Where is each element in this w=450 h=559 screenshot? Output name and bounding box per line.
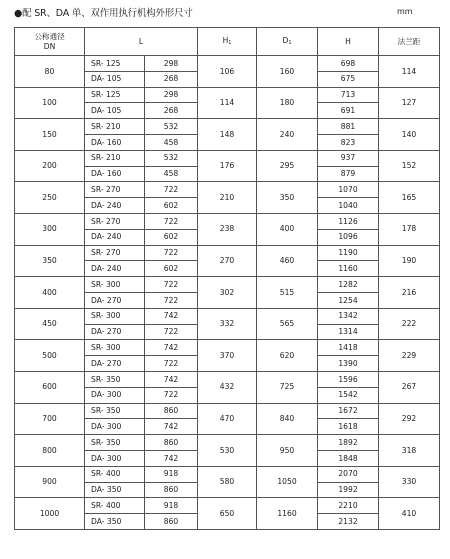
length-cell: 532	[145, 150, 198, 166]
table-row	[15, 371, 440, 387]
height-cell: 2132	[318, 514, 379, 530]
length-cell: 860	[145, 435, 198, 451]
model-cell: SR- 210	[85, 119, 145, 135]
length-cell: 722	[145, 245, 198, 261]
height-cell: 1190	[318, 245, 379, 261]
h1-cell: 470	[198, 403, 257, 435]
h1-cell: 176	[198, 150, 257, 182]
model-cell: DA- 105	[85, 103, 145, 119]
length-cell: 860	[145, 482, 198, 498]
table-row	[15, 119, 440, 135]
d1-cell: 725	[257, 371, 318, 403]
height-cell: 675	[318, 71, 379, 87]
height-cell: 1342	[318, 308, 379, 324]
model-cell: SR- 270	[85, 213, 145, 229]
d1-cell: 350	[257, 182, 318, 214]
model-cell: DA- 350	[85, 514, 145, 530]
height-cell: 691	[318, 103, 379, 119]
height-cell: 1126	[318, 213, 379, 229]
header-h: H	[318, 28, 379, 56]
h1-cell: 210	[198, 182, 257, 214]
table-row	[15, 245, 440, 261]
h1-cell: 270	[198, 245, 257, 277]
model-cell: SR- 300	[85, 340, 145, 356]
model-cell: SR- 400	[85, 498, 145, 514]
flange-cell: 267	[379, 371, 440, 403]
flange-cell: 318	[379, 435, 440, 467]
table-row	[15, 340, 440, 356]
length-cell: 722	[145, 387, 198, 403]
flange-cell: 229	[379, 340, 440, 372]
header-dn	[15, 28, 85, 56]
table-row	[15, 56, 440, 72]
header-l: L	[85, 28, 198, 56]
height-cell: 2210	[318, 498, 379, 514]
height-cell: 698	[318, 56, 379, 72]
flange-cell: 152	[379, 150, 440, 182]
model-cell: DA- 270	[85, 324, 145, 340]
d1-cell: 840	[257, 403, 318, 435]
height-cell: 1314	[318, 324, 379, 340]
length-cell: 722	[145, 182, 198, 198]
table-row	[15, 403, 440, 419]
header-h1	[198, 28, 257, 56]
model-cell: SR- 350	[85, 435, 145, 451]
model-cell: DA- 160	[85, 134, 145, 150]
height-cell: 1596	[318, 371, 379, 387]
flange-cell: 165	[379, 182, 440, 214]
height-cell: 1282	[318, 277, 379, 293]
height-cell: 1254	[318, 292, 379, 308]
table-row	[15, 466, 440, 482]
length-cell: 742	[145, 450, 198, 466]
d1-cell: 180	[257, 87, 318, 119]
length-cell: 722	[145, 356, 198, 372]
d1-cell: 620	[257, 340, 318, 372]
table-row	[15, 87, 440, 103]
unit-label: mm	[397, 7, 413, 16]
dn-cell: 250	[15, 182, 85, 214]
height-cell: 1096	[318, 229, 379, 245]
dn-cell: 300	[15, 213, 85, 245]
model-cell: DA- 240	[85, 261, 145, 277]
h1-cell: 650	[198, 498, 257, 530]
dimension-table	[14, 27, 440, 530]
dn-cell: 900	[15, 466, 85, 498]
dn-cell: 600	[15, 371, 85, 403]
h1-cell: 114	[198, 87, 257, 119]
d1-cell: 1050	[257, 466, 318, 498]
model-cell: DA- 270	[85, 356, 145, 372]
d1-cell: 460	[257, 245, 318, 277]
length-cell: 742	[145, 340, 198, 356]
d1-cell: 515	[257, 277, 318, 309]
height-cell: 879	[318, 166, 379, 182]
model-cell: SR- 350	[85, 403, 145, 419]
model-cell: SR- 125	[85, 87, 145, 103]
model-cell: SR- 125	[85, 56, 145, 72]
height-cell: 2070	[318, 466, 379, 482]
dn-cell: 800	[15, 435, 85, 467]
flange-cell: 178	[379, 213, 440, 245]
table-row	[15, 150, 440, 166]
dn-cell: 150	[15, 119, 85, 151]
length-cell: 722	[145, 213, 198, 229]
flange-cell: 410	[379, 498, 440, 530]
flange-cell: 222	[379, 308, 440, 340]
model-cell: SR- 300	[85, 277, 145, 293]
dn-cell: 200	[15, 150, 85, 182]
dn-cell: 1000	[15, 498, 85, 530]
model-cell: DA- 240	[85, 198, 145, 214]
model-cell: DA- 350	[85, 482, 145, 498]
h1-cell: 370	[198, 340, 257, 372]
length-cell: 918	[145, 498, 198, 514]
h1-cell: 106	[198, 56, 257, 88]
height-cell: 1672	[318, 403, 379, 419]
table-row	[15, 213, 440, 229]
header-d1-sub: 1	[288, 40, 292, 46]
model-cell: DA- 270	[85, 292, 145, 308]
height-cell: 713	[318, 87, 379, 103]
d1-cell: 295	[257, 150, 318, 182]
dn-cell: 400	[15, 277, 85, 309]
d1-cell: 950	[257, 435, 318, 467]
table-row	[15, 498, 440, 514]
height-cell: 1040	[318, 198, 379, 214]
height-cell: 823	[318, 134, 379, 150]
model-cell: DA- 300	[85, 387, 145, 403]
height-cell: 1892	[318, 435, 379, 451]
length-cell: 602	[145, 229, 198, 245]
length-cell: 742	[145, 419, 198, 435]
length-cell: 268	[145, 71, 198, 87]
header-h1-sub: 1	[228, 40, 232, 46]
table-row	[15, 277, 440, 293]
length-cell: 722	[145, 277, 198, 293]
table-row	[15, 435, 440, 451]
length-cell: 602	[145, 198, 198, 214]
dn-cell: 700	[15, 403, 85, 435]
model-cell: SR- 300	[85, 308, 145, 324]
h1-cell: 148	[198, 119, 257, 151]
height-cell: 937	[318, 150, 379, 166]
length-cell: 742	[145, 371, 198, 387]
header-d1	[257, 28, 318, 56]
flange-cell: 330	[379, 466, 440, 498]
length-cell: 298	[145, 87, 198, 103]
header-row	[15, 28, 440, 56]
length-cell: 860	[145, 403, 198, 419]
height-cell: 1542	[318, 387, 379, 403]
length-cell: 722	[145, 324, 198, 340]
height-cell: 1848	[318, 450, 379, 466]
table-row	[15, 182, 440, 198]
h1-cell: 332	[198, 308, 257, 340]
header-d1-label: D	[282, 36, 289, 45]
dn-cell: 450	[15, 308, 85, 340]
flange-cell: 216	[379, 277, 440, 309]
length-cell: 860	[145, 514, 198, 530]
d1-cell: 1160	[257, 498, 318, 530]
page-title: ●配 SR、DA 单、双作用执行机构外形尺寸	[14, 8, 193, 19]
length-cell: 268	[145, 103, 198, 119]
model-cell: DA- 105	[85, 71, 145, 87]
model-cell: DA- 300	[85, 419, 145, 435]
h1-cell: 302	[198, 277, 257, 309]
model-cell: SR- 400	[85, 466, 145, 482]
dn-cell: 500	[15, 340, 85, 372]
height-cell: 1992	[318, 482, 379, 498]
flange-cell: 127	[379, 87, 440, 119]
model-cell: DA- 300	[85, 450, 145, 466]
length-cell: 742	[145, 308, 198, 324]
length-cell: 602	[145, 261, 198, 277]
length-cell: 722	[145, 292, 198, 308]
length-cell: 918	[145, 466, 198, 482]
model-cell: SR- 210	[85, 150, 145, 166]
flange-cell: 292	[379, 403, 440, 435]
header-h1-label: H	[222, 36, 229, 45]
height-cell: 881	[318, 119, 379, 135]
height-cell: 1070	[318, 182, 379, 198]
h1-cell: 432	[198, 371, 257, 403]
d1-cell: 240	[257, 119, 318, 151]
length-cell: 458	[145, 166, 198, 182]
model-cell: DA- 240	[85, 229, 145, 245]
height-cell: 1618	[318, 419, 379, 435]
header-dn-label: 公称通径	[34, 31, 65, 41]
flange-cell: 114	[379, 56, 440, 88]
d1-cell: 160	[257, 56, 318, 88]
model-cell: SR- 270	[85, 245, 145, 261]
header-dn-code: DN	[43, 41, 56, 51]
dn-cell: 100	[15, 87, 85, 119]
model-cell: DA- 160	[85, 166, 145, 182]
dn-cell: 350	[15, 245, 85, 277]
flange-cell: 190	[379, 245, 440, 277]
table-row	[15, 308, 440, 324]
dn-cell: 80	[15, 56, 85, 88]
length-cell: 458	[145, 134, 198, 150]
height-cell: 1390	[318, 356, 379, 372]
header-flange: 法兰距	[379, 28, 440, 56]
h1-cell: 238	[198, 213, 257, 245]
height-cell: 1160	[318, 261, 379, 277]
h1-cell: 580	[198, 466, 257, 498]
h1-cell: 530	[198, 435, 257, 467]
model-cell: SR- 270	[85, 182, 145, 198]
length-cell: 298	[145, 56, 198, 72]
d1-cell: 565	[257, 308, 318, 340]
model-cell: SR- 350	[85, 371, 145, 387]
height-cell: 1418	[318, 340, 379, 356]
flange-cell: 140	[379, 119, 440, 151]
d1-cell: 400	[257, 213, 318, 245]
length-cell: 532	[145, 119, 198, 135]
